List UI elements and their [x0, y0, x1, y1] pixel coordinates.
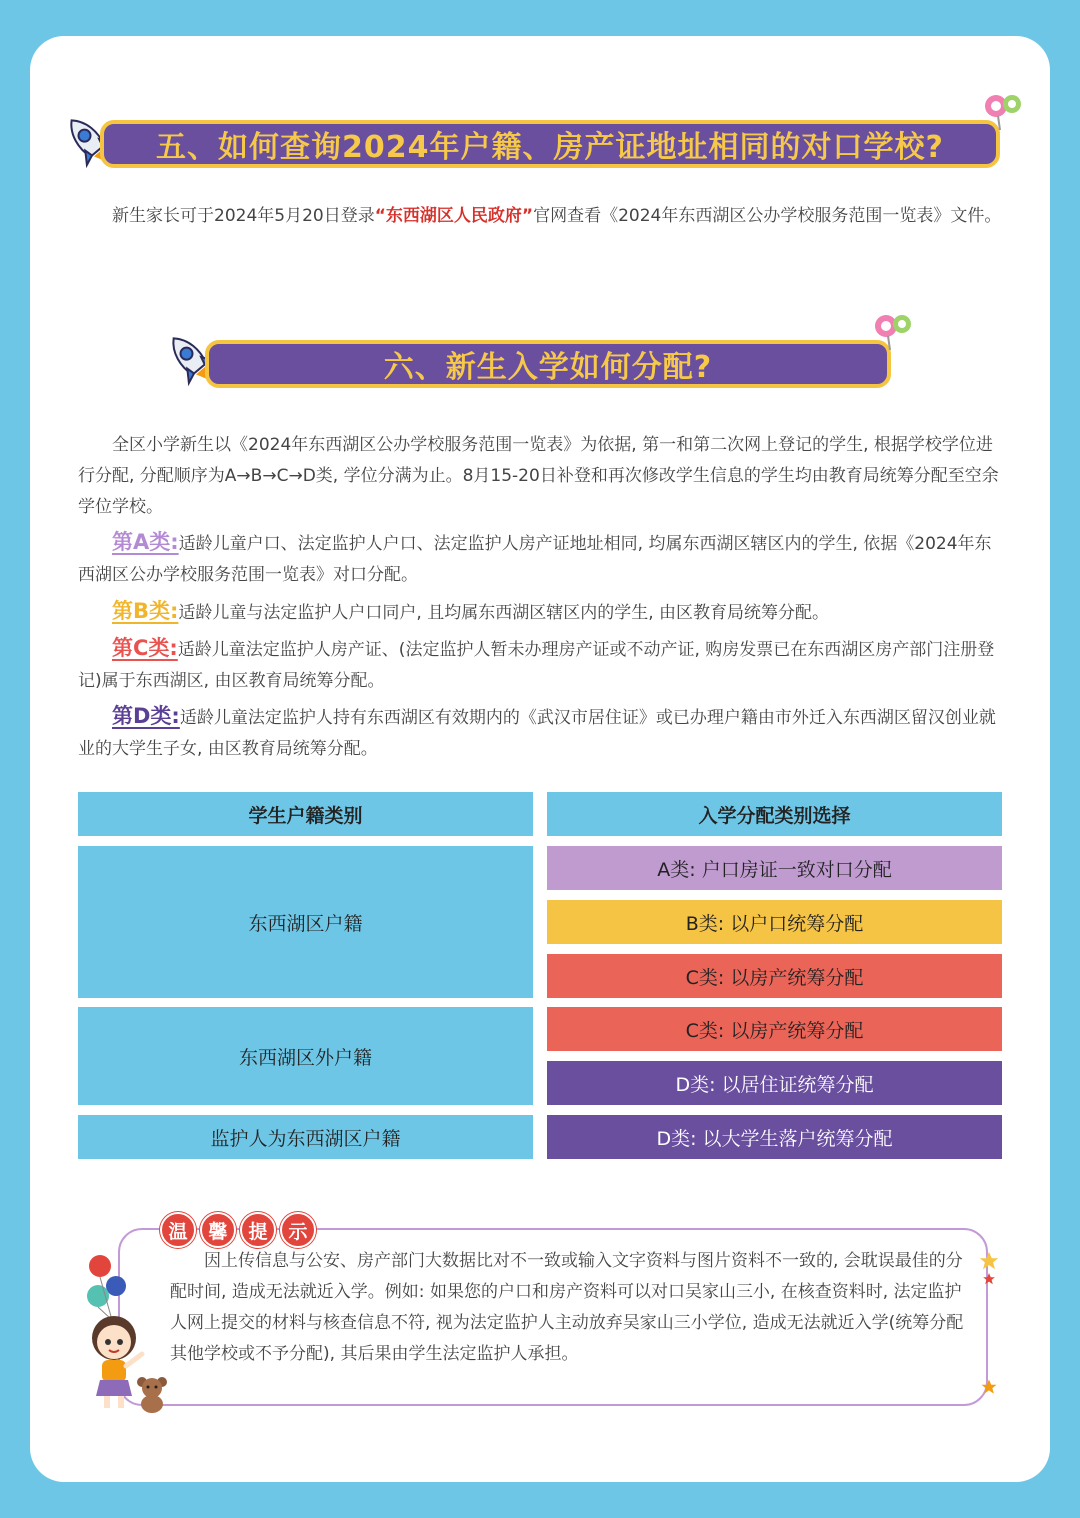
category-c-label: 第C类:: [112, 636, 178, 660]
section6-title: 六、新生入学如何分配?: [383, 350, 713, 385]
tip-title-char: 示: [280, 1212, 316, 1248]
table-right-a: A类: 户口房证一致对口分配: [547, 846, 1002, 890]
category-a-label: 第A类:: [112, 530, 179, 554]
section5-text-pre: 新生家长可于2024年5月20日登录: [112, 206, 375, 226]
section5-text-post: 官网查看《2024年东西湖区公办学校服务范围一览表》文件。: [533, 206, 1002, 226]
category-c: [78, 633, 1006, 697]
star-icon: [982, 1272, 996, 1286]
table-right-b: B类: 以户口统筹分配: [547, 900, 1002, 944]
table-header-household: 学生户籍类别: [78, 792, 533, 836]
table-header-allocation: 入学分配类别选择: [547, 792, 1002, 836]
table-right-c1: C类: 以房产统筹分配: [547, 954, 1002, 998]
category-a: [78, 527, 1006, 591]
section6-intro: 全区小学新生以《2024年东西湖区公办学校服务范围一览表》为依据, 第一和第二次网上登记的学生, 根据学校学位进行分配, 分配顺序为A→B→C→D类, 学位分满为止。8月15-20日补登和再次修改学生信息的学生均由教育局统筹分配至空余学位学校。: [78, 435, 999, 517]
tip-title-char: 馨: [200, 1212, 236, 1248]
teddy-bear-icon: [134, 1374, 170, 1414]
category-d-text: 适龄儿童法定监护人持有东西湖区有效期内的《武汉市居住证》或已办理户籍由市外迁入东西湖区留汉创业就业的大学生子女, 由区教育局统筹分配。: [78, 708, 996, 759]
table-right-d1: D类: 以居住证统筹分配: [547, 1061, 1002, 1105]
table-left-outside: 东西湖区外户籍: [78, 1007, 533, 1105]
tip-title-char: 提: [240, 1212, 276, 1248]
category-b-label: 第B类:: [112, 599, 179, 623]
tip-title: [160, 1212, 316, 1248]
table-left-local: 东西湖区户籍: [78, 846, 533, 998]
category-d: [78, 701, 1006, 765]
category-b: [78, 596, 1006, 629]
gov-site-highlight: “东西湖区人民政府”: [374, 206, 534, 226]
table-left-guardian: 监护人为东西湖区户籍: [78, 1115, 533, 1159]
category-a-text: 适龄儿童户口、法定监护人户口、法定监护人房产证地址相同, 均属东西湖区辖区内的学生, 依据《2024年东西湖区公办学校服务范围一览表》对口分配。: [78, 534, 992, 585]
section5-title-banner: [100, 120, 1000, 168]
category-d-label: 第D类:: [112, 704, 180, 728]
category-b-text: 适龄儿童与法定监护人户口同户, 且均属东西湖区辖区内的学生, 由区教育局统筹分配。: [178, 603, 830, 623]
lollipop-icon: [868, 312, 918, 352]
category-c-text: 适龄儿童法定监护人房产证、(法定监护人暂未办理房产证或不动产证, 购房发票已在东西湖区房产部门注册登记)属于东西湖区, 由区教育局统筹分配。: [78, 640, 995, 691]
star-icon: [978, 1250, 1000, 1272]
lollipop-icon: [978, 92, 1028, 132]
tip-title-char: 温: [160, 1212, 196, 1248]
section5-paragraph: [78, 201, 1006, 232]
star-icon: [980, 1378, 998, 1396]
section6-title-banner: [205, 340, 891, 388]
section5-title: 五、如何查询2024年户籍、房产证地址相同的对口学校?: [156, 130, 944, 165]
table-right-d2: D类: 以大学生落户统筹分配: [547, 1115, 1002, 1159]
table-right-c2: C类: 以房产统筹分配: [547, 1007, 1002, 1051]
tip-text: 因上传信息与公安、房产部门大数据比对不一致或输入文字资料与图片资料不一致的, 会耽误最佳的分配时间, 造成无法就近入学。例如: 如果您的户口和房产资料可以对口吴家山三小, 在核查资料时, 法定监护人网上提交的材料与核查信息不符, 视为法定监护人主动放弃吴家山三小学位, 造成无法就近入学(统筹分配其他学校或不予分配), 其后果由学生法定监护人承担。: [170, 1251, 964, 1364]
